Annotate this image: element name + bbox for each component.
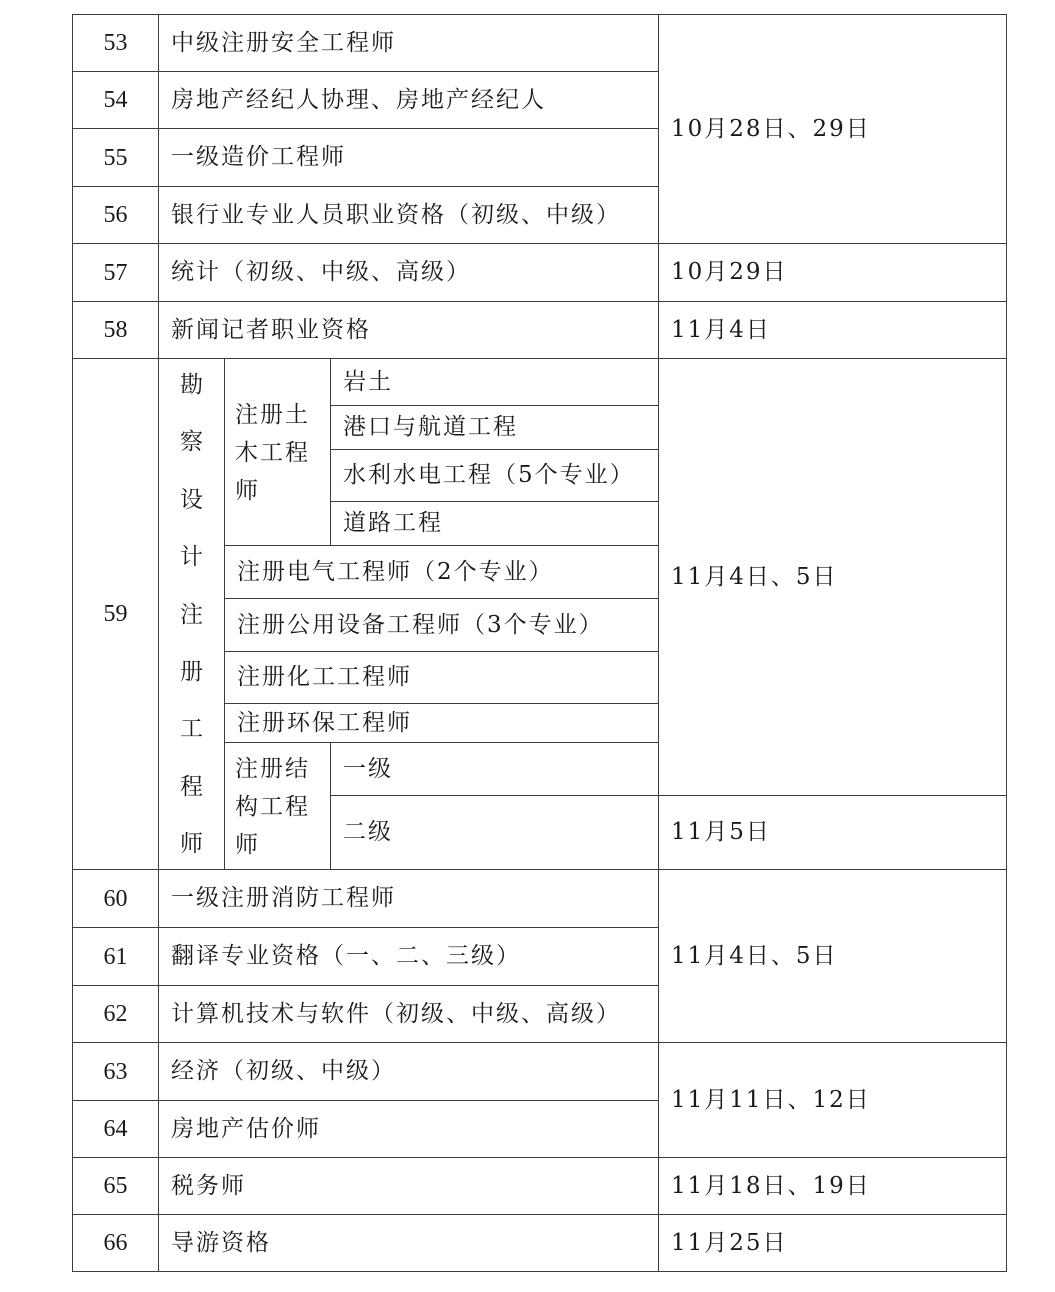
row-number: 55 bbox=[103, 144, 128, 171]
exam-name: 统计（初级、中级、高级） bbox=[171, 259, 471, 285]
exam-name: 银行业专业人员职业资格（初级、中级） bbox=[171, 201, 621, 228]
group-char: 察 bbox=[180, 429, 203, 456]
structural-level: 二级 bbox=[343, 819, 393, 845]
exam-date: 11月4日、5日 bbox=[671, 942, 838, 969]
row-number: 62 bbox=[103, 1001, 128, 1027]
exam-name: 注册环保工程师 bbox=[237, 709, 412, 736]
row-number: 59 bbox=[103, 601, 128, 627]
group-char: 程 bbox=[180, 773, 203, 800]
group-char: 设 bbox=[180, 486, 203, 513]
row-border bbox=[72, 1271, 1007, 1272]
row-number: 57 bbox=[103, 259, 128, 286]
exam-name: 新闻记者职业资格 bbox=[171, 316, 371, 343]
exam-name: 注册公用设备工程师（3个专业） bbox=[237, 611, 604, 638]
exam-name: 注册电气工程师（2个专业） bbox=[237, 558, 554, 585]
row-number: 60 bbox=[103, 885, 128, 912]
row-number: 63 bbox=[103, 1058, 128, 1085]
exam-name: 经济（初级、中级） bbox=[171, 1058, 396, 1084]
civil-specialty: 水利水电工程（5个专业） bbox=[343, 462, 635, 488]
group-label-vertical bbox=[159, 374, 224, 856]
structural-engineer-label: 注册结构工程师 bbox=[235, 756, 310, 858]
civil-specialty: 港口与航道工程 bbox=[343, 414, 518, 440]
exam-date: 11月11日、12日 bbox=[671, 1086, 871, 1113]
exam-date: 11月5日 bbox=[671, 819, 771, 845]
group-char: 注 bbox=[180, 601, 203, 628]
civil-engineer-label: 注册土木工程师 bbox=[235, 402, 310, 504]
row-number: 61 bbox=[103, 943, 128, 970]
exam-date: 11月4日 bbox=[671, 316, 771, 343]
group-char: 勘 bbox=[180, 372, 203, 398]
row-number: 66 bbox=[103, 1230, 128, 1256]
exam-name: 中级注册安全工程师 bbox=[171, 29, 396, 56]
group-char: 工 bbox=[180, 716, 203, 743]
column-border bbox=[1006, 14, 1007, 1272]
exam-name: 一级注册消防工程师 bbox=[171, 885, 396, 911]
exam-name: 计算机技术与软件（初级、中级、高级） bbox=[171, 1000, 621, 1027]
exam-date: 11月18日、19日 bbox=[671, 1172, 871, 1199]
exam-date: 11月25日 bbox=[671, 1229, 788, 1256]
row-number: 54 bbox=[103, 87, 128, 113]
exam-name: 一级造价工程师 bbox=[171, 144, 346, 170]
group-char: 册 bbox=[180, 658, 203, 685]
exam-name: 导游资格 bbox=[171, 1229, 271, 1256]
civil-specialty: 道路工程 bbox=[343, 510, 443, 536]
exam-name: 房地产估价师 bbox=[171, 1115, 321, 1142]
structural-level: 一级 bbox=[343, 755, 393, 782]
row-number: 58 bbox=[103, 317, 128, 343]
civil-specialty: 岩土 bbox=[343, 368, 393, 395]
exam-name: 注册化工工程师 bbox=[237, 664, 412, 690]
exam-date: 10月28日、29日 bbox=[671, 115, 871, 142]
exam-name: 房地产经纪人协理、房地产经纪人 bbox=[171, 86, 546, 113]
exam-date: 10月29日 bbox=[671, 259, 788, 285]
row-number: 56 bbox=[103, 202, 128, 228]
row-number: 53 bbox=[103, 30, 128, 56]
group-char: 师 bbox=[180, 831, 203, 857]
row-number: 65 bbox=[103, 1173, 128, 1199]
exam-name: 税务师 bbox=[171, 1172, 246, 1199]
exam-date: 11月4日、5日 bbox=[671, 563, 838, 590]
row-number: 64 bbox=[103, 1116, 128, 1142]
exam-name: 翻译专业资格（一、二、三级） bbox=[171, 943, 521, 969]
group-char: 计 bbox=[180, 544, 203, 571]
